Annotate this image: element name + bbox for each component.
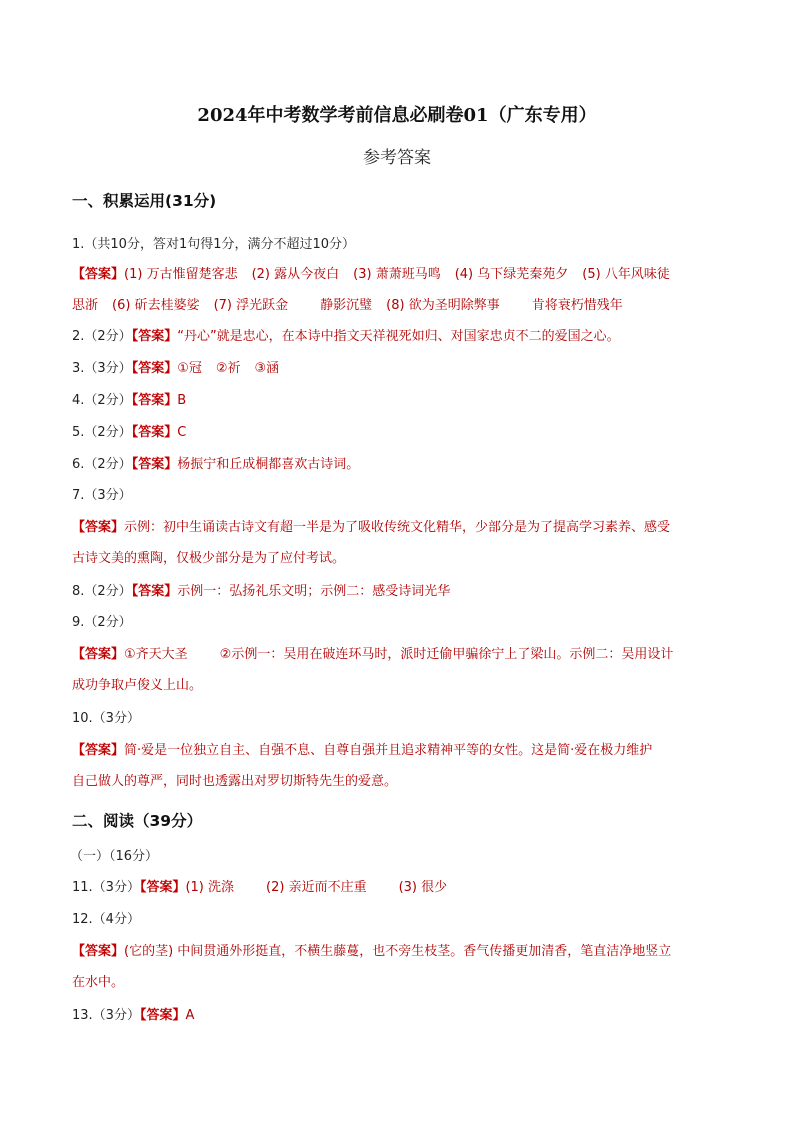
q6-line: 6.（2分）【答案】杨振宁和丘成桐都喜欢古诗词。 <box>72 457 360 472</box>
q5-line: 5.（2分）【答案】C <box>72 425 187 440</box>
q10-answer-line-1: 【答案】简·爱是一位独立自主、自强不息、自尊自强并且追求精神平等的女性。这是简·爱在极力维护 <box>72 743 653 758</box>
q9-answer-line-2: 成功争取卢俊义上山。 <box>72 678 203 693</box>
q12-header: 12.（4分） <box>72 912 140 927</box>
q1-header: 1.（共10分，答对1句得1分，满分不超过10分） <box>72 237 356 252</box>
q1-answer-line-2: 思浙 (6) 斫去桂婆娑 (7) 浮光跃金 静影沉璧 (8) 欲为圣明除弊事 肯将衰朽惜残年 <box>72 298 623 313</box>
q7-answer-line-1: 【答案】示例：初中生诵读古诗文有超一半是为了吸收传统文化精华，少部分是为了提高学习素养、感受 <box>72 520 671 535</box>
q7-header: 7.（3分） <box>72 488 132 503</box>
q11-line: 11.（3分）【答案】(1) 洗涤 (2) 亲近而不庄重 (3) 很少 <box>72 880 448 895</box>
q9-answer-line-1: 【答案】①齐天大圣 ②示例一：吴用在破连环马时，派时迁偷甲骗徐宁上了梁山。示例二：吴用设计 <box>72 647 674 662</box>
q2-line: 2.（2分）【答案】“丹心”就是忠心，在本诗中指文天祥视死如归、对国家忠贞不二的爱国之心。 <box>72 329 620 344</box>
document-title: 2024年中考数学考前信息必刷卷01（广东专用） <box>197 105 597 126</box>
q12-answer-line-2: 在水中。 <box>72 975 125 990</box>
part-1-label: （一）（16分） <box>70 849 159 864</box>
q12-answer-line-1: 【答案】(它的茎) 中间贯通外形挺直，不横生藤蔓，也不旁生枝茎。香气传播更加清香，笔直洁净地竖立 <box>72 944 672 959</box>
q1-answer-line-1: 【答案】(1) 万古惟留楚客悲 (2) 露从今夜白 (3) 萧萧班马鸣 (4) 乌下绿芜秦苑夕 (5) 八年风味徒 <box>72 267 670 282</box>
q9-header: 9.（2分） <box>72 615 132 630</box>
document-subtitle: 参考答案 <box>363 148 431 168</box>
q13-line: 13.（3分）【答案】A <box>72 1008 195 1023</box>
q3-line: 3.（3分）【答案】①冠 ②祈 ③涵 <box>72 361 280 376</box>
q10-header: 10.（3分） <box>72 711 140 726</box>
section-heading-2: 二、阅读（39分） <box>72 812 203 830</box>
q10-answer-line-2: 自己做人的尊严，同时也透露出对罗切斯特先生的爱意。 <box>72 774 398 789</box>
answer-tag: 【答案】 <box>72 267 125 282</box>
section-heading-1: 一、积累运用(31分) <box>72 192 217 210</box>
q7-answer-line-2: 古诗文美的熏陶，仅极少部分是为了应付考试。 <box>72 551 346 566</box>
q4-line: 4.（2分）【答案】B <box>72 393 187 408</box>
q8-line: 8.（2分）【答案】示例一：弘扬礼乐文明；示例二：感受诗词光华 <box>72 584 451 599</box>
